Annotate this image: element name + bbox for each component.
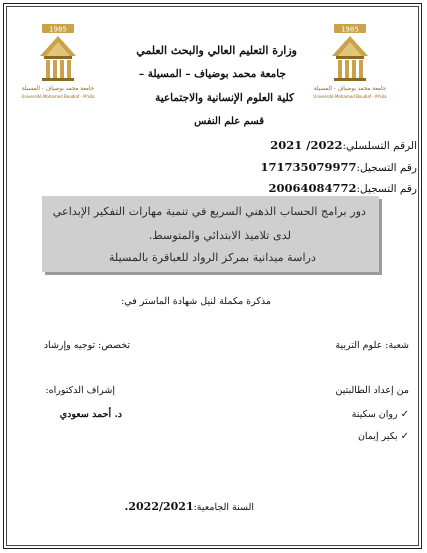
logo-name-fr: Université Mohamed Boudiaf - M'sila xyxy=(313,94,387,99)
academic-year-label: السنة الجامعية: xyxy=(193,502,254,513)
thesis-title-line-3: دراسة ميدانية بمركز الرواد للعباقرة بالمسيلة xyxy=(108,251,316,264)
logo-year: 1985 xyxy=(49,25,67,34)
logo-name-fr: Université Mohamed Boudiaf - M'sila xyxy=(21,94,95,99)
serial-value: 2021 /2022 xyxy=(270,138,343,152)
registration-label: رقم التسجيل: xyxy=(356,183,417,195)
supervisor-heading: إشراف الدكتوراه: xyxy=(45,385,115,396)
university-logo-left xyxy=(18,22,98,102)
university-emblem-icon xyxy=(18,22,98,102)
serial-label: الرقم التسلسلي: xyxy=(342,140,417,152)
thesis-title-banner xyxy=(42,196,379,272)
university-emblem-icon xyxy=(310,22,390,102)
check-mark-icon: ✓ xyxy=(400,409,409,420)
logo-name-ar: جامعة محمد بوضياف - المسيلة xyxy=(21,86,95,92)
academic-year-value: 2022/2021. xyxy=(124,500,194,513)
registration-value: 171735079977 xyxy=(260,160,357,174)
university-title: جامعة محمد بوضياف – المسيلة – xyxy=(138,68,286,80)
department-title: قسم علم النفس xyxy=(194,116,264,127)
registration-line-2 xyxy=(268,181,417,195)
serial-number-line xyxy=(270,138,417,152)
university-logo-right xyxy=(310,22,390,102)
student-name-2 xyxy=(358,431,409,442)
registration-value: 20064084772 xyxy=(268,181,357,195)
branch-label: شعبة: علوم التربية xyxy=(335,340,409,351)
thesis-title-line-1: دور برامج الحساب الذهني السريع في تنمية مهارات التفكير الإبداعي xyxy=(52,205,366,218)
registration-label: رقم التسجيل: xyxy=(356,162,417,174)
memo-statement: مذكرة مكملة لنيل شهادة الماستر في: xyxy=(121,296,271,307)
check-mark-icon: ✓ xyxy=(400,431,409,442)
ministry-title: وزارة التعليم العالي والبحث العلمي xyxy=(136,44,297,57)
student-name: بكير إيمان xyxy=(357,431,398,442)
faculty-title: كلية العلوم الإنسانية والاجتماعية xyxy=(155,92,294,104)
registration-line-1 xyxy=(260,160,417,174)
logo-name-ar: جامعة محمد بوضياف - المسيلة xyxy=(313,86,387,92)
thesis-title-line-2: لدى تلاميذ الابتدائي والمتوسط. xyxy=(148,229,291,242)
supervisor-name: د. أحمد سعودي xyxy=(59,409,122,420)
student-name: روان سكينة xyxy=(351,409,398,420)
academic-year-line xyxy=(125,500,254,513)
student-name-1 xyxy=(352,409,409,420)
logo-year: 1985 xyxy=(341,25,359,34)
specialty-label: تخصص: توجيه وإرشاد xyxy=(43,340,130,351)
students-heading: من إعداد الطالبتين xyxy=(335,385,409,396)
